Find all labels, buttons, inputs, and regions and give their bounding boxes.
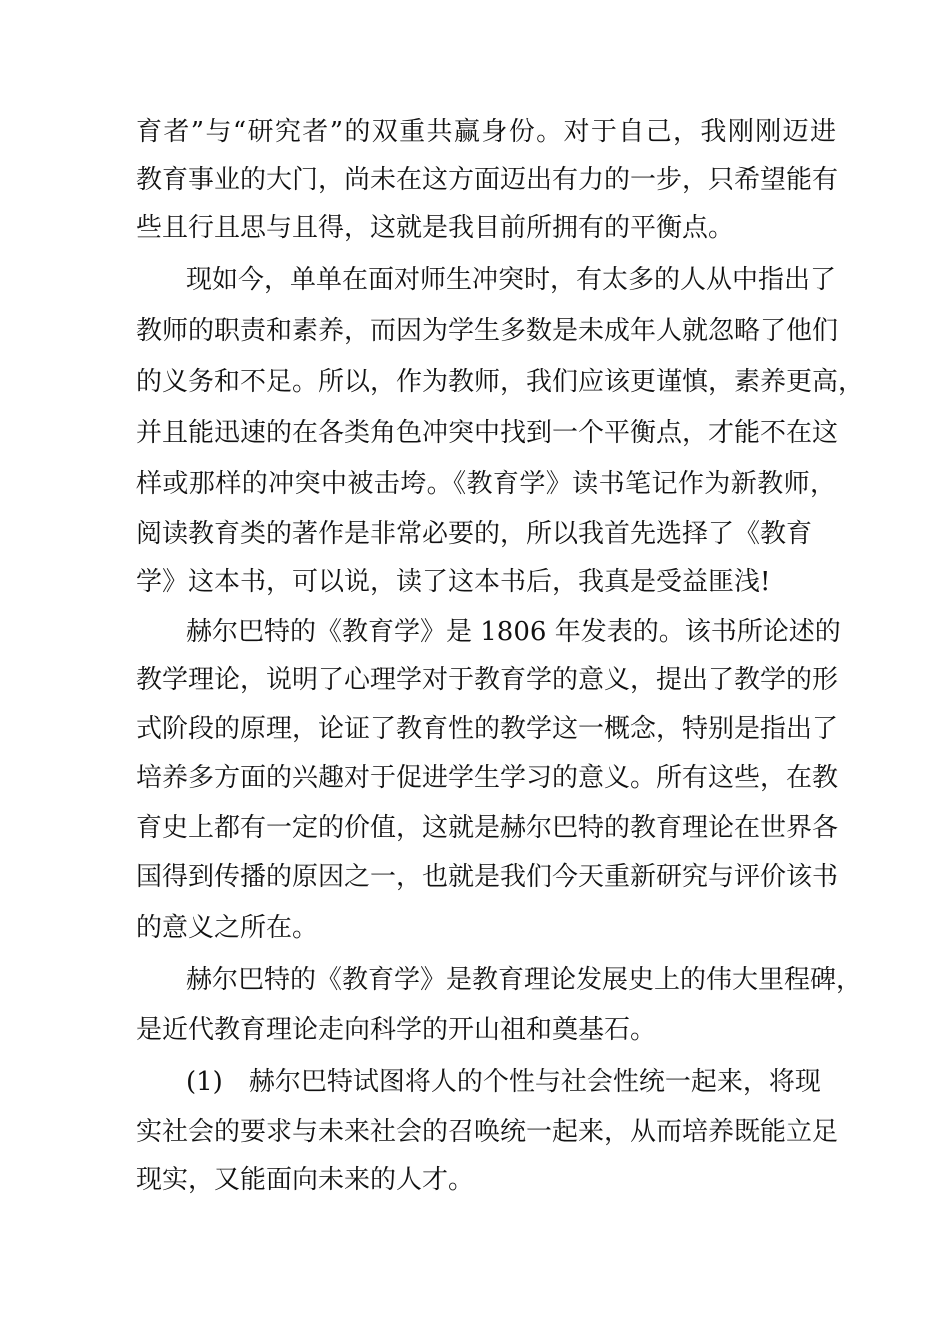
text-line: 并且能迅速的在各类角色冲突中找到一个平衡点，才能不在这 <box>136 418 839 448</box>
text-line: 学》这本书，可以说，读了这本书后，我真是受益匪浅! <box>136 567 771 597</box>
text-line: 阅读教育类的著作是非常必要的，所以我首先选择了《教育 <box>136 519 813 549</box>
text-line: 的意义之所在。 <box>136 913 319 943</box>
text-line: 培养多方面的兴趣对于促进学生学习的意义。所有这些，在教 <box>136 763 839 793</box>
text-line: 现实，又能面向未来的人才。 <box>136 1165 475 1195</box>
text-line: 式阶段的原理，论证了教育性的教学这一概念，特别是指出了 <box>136 714 839 744</box>
text-line: 教学理论，说明了心理学对于教育学的意义，提出了教学的形 <box>136 665 839 695</box>
numbered-item-first-line: (1) 赫尔巴特试图将人的个性与社会性统一起来，将现 <box>186 1067 821 1097</box>
text-line: 国得到传播的原因之一，也就是我们今天重新研究与评价该书 <box>136 862 839 892</box>
text-line: 的义务和不足。所以，作为教师，我们应该更谨慎，素养更高， <box>136 367 865 397</box>
text-line: 教师的职责和素养，而因为学生多数是未成年人就忽略了他们 <box>136 316 839 346</box>
text-line: 教育事业的大门，尚未在这方面迈出有力的一步，只希望能有 <box>136 165 839 195</box>
paragraph-first-line: 赫尔巴特的《教育学》是 1806 年发表的。该书所论述的 <box>186 617 841 647</box>
text-line: 育者”与“研究者”的双重共赢身份。对于自己，我刚刚迈进 <box>136 117 836 147</box>
paragraph-first-line: 现如今，单单在面对师生冲突时，有太多的人从中指出了 <box>186 265 837 295</box>
text-line: 些且行且思与且得，这就是我目前所拥有的平衡点。 <box>136 213 735 243</box>
text-line: 育史上都有一定的价值，这就是赫尔巴特的教育理论在世界各 <box>136 813 839 843</box>
text-line: 实社会的要求与未来社会的召唤统一起来，从而培养既能立足 <box>136 1117 839 1147</box>
paragraph-first-line: 赫尔巴特的《教育学》是教育理论发展史上的伟大里程碑， <box>186 965 863 995</box>
text-line: 样或那样的冲突中被击垮。《教育学》读书笔记作为新教师， <box>136 469 836 499</box>
text-line: 是近代教育理论走向科学的开山祖和奠基石。 <box>136 1015 657 1045</box>
